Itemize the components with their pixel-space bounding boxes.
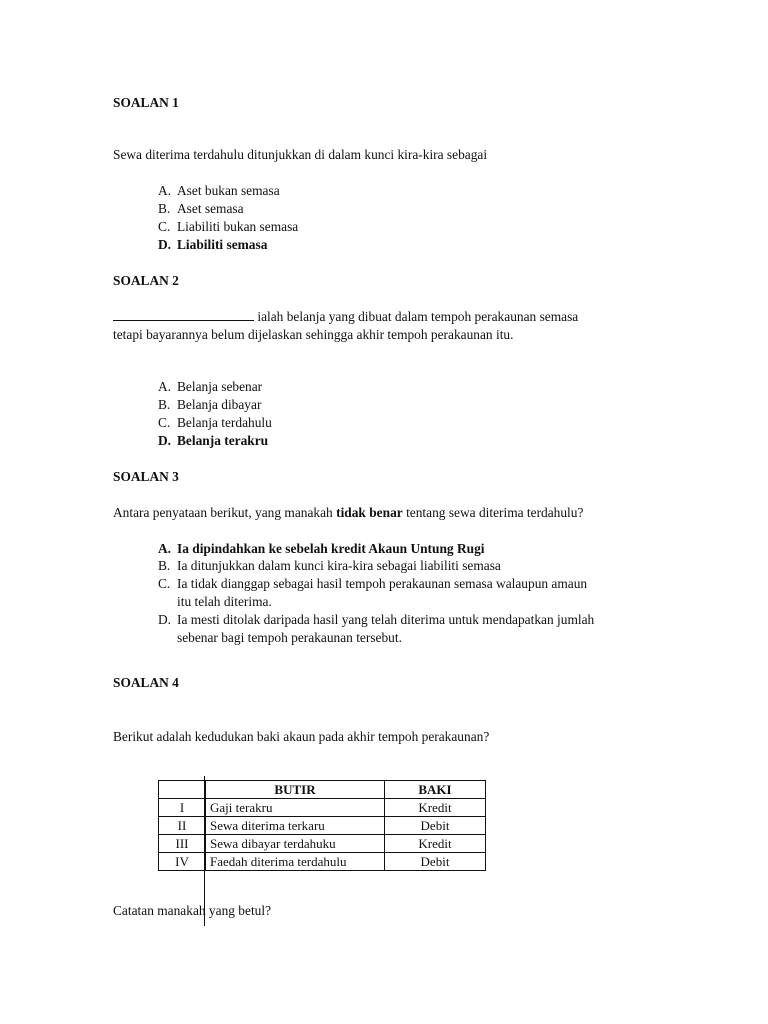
q2-option-a: A. Belanja sebenar xyxy=(158,379,263,394)
q3-heading: SOALAN 3 xyxy=(113,469,179,484)
q3-option-c: C. Ia tidak dianggap sebagai hasil tempoh perakaunan semasa walaupun amaun xyxy=(158,576,588,591)
table-row: I Gaji terakru Kredit xyxy=(159,799,486,817)
table-header-baki: BAKI xyxy=(385,781,486,799)
q1-heading: SOALAN 1 xyxy=(113,95,179,110)
q4-footer: Catatan manakah yang betul? xyxy=(113,903,272,918)
emphasis-text: tidak benar xyxy=(336,505,403,520)
q4-question: Berikut adalah kedudukan baki akaun pada akhir tempoh perakaunan? xyxy=(113,729,490,744)
q2-option-d: D. Belanja terakru xyxy=(158,433,269,448)
q2-question-line1: ialah belanja yang dibuat dalam tempoh perakaunan semasa xyxy=(113,308,578,326)
q2-question-line2: tetapi bayarannya belum dijelaskan sehingga akhir tempoh perakaunan itu. xyxy=(113,327,514,342)
q1-option-a: A. Aset bukan semasa xyxy=(158,183,280,198)
q2-heading: SOALAN 2 xyxy=(113,273,179,288)
q3-option-d-continued: sebenar bagi tempoh perakaunan tersebut. xyxy=(177,630,402,645)
q3-option-c-continued: itu telah diterima. xyxy=(177,594,272,609)
q1-option-d: D. Liabiliti semasa xyxy=(158,237,268,252)
q3-question: Antara penyataan berikut, yang manakah tidak benar tentang sewa diterima terdahulu? xyxy=(113,505,584,520)
q4-heading: SOALAN 4 xyxy=(113,675,179,690)
q2-option-b: B. Belanja dibayar xyxy=(158,397,262,412)
table-row: II Sewa diterima terkaru Debit xyxy=(159,817,486,835)
table-header-row xyxy=(159,781,486,799)
q3-option-d: D. Ia mesti ditolak daripada hasil yang telah diterima untuk mendapatkan jumlah xyxy=(158,612,595,627)
q1-question: Sewa diterima terdahulu ditunjukkan di dalam kunci kira-kira sebagai xyxy=(113,147,488,162)
balance-table xyxy=(158,780,486,871)
q3-option-b: B. Ia ditunjukkan dalam kunci kira-kira sebagai liabiliti semasa xyxy=(158,558,501,573)
table-row: III Sewa dibayar terdahuku Kredit xyxy=(159,835,486,853)
table-header-butir: BUTIR xyxy=(206,781,385,799)
q3-option-a: A. Ia dipindahkan ke sebelah kredit Akaun Untung Rugi xyxy=(158,541,485,556)
q1-option-b: B. Aset semasa xyxy=(158,201,244,216)
answer-blank xyxy=(113,308,254,321)
table-header-num xyxy=(159,781,206,799)
q1-option-c: C. Liabiliti bukan semasa xyxy=(158,219,299,234)
q2-option-c: C. Belanja terdahulu xyxy=(158,415,272,430)
table-row: IV Faedah diterima terdahulu Debit xyxy=(159,853,486,871)
